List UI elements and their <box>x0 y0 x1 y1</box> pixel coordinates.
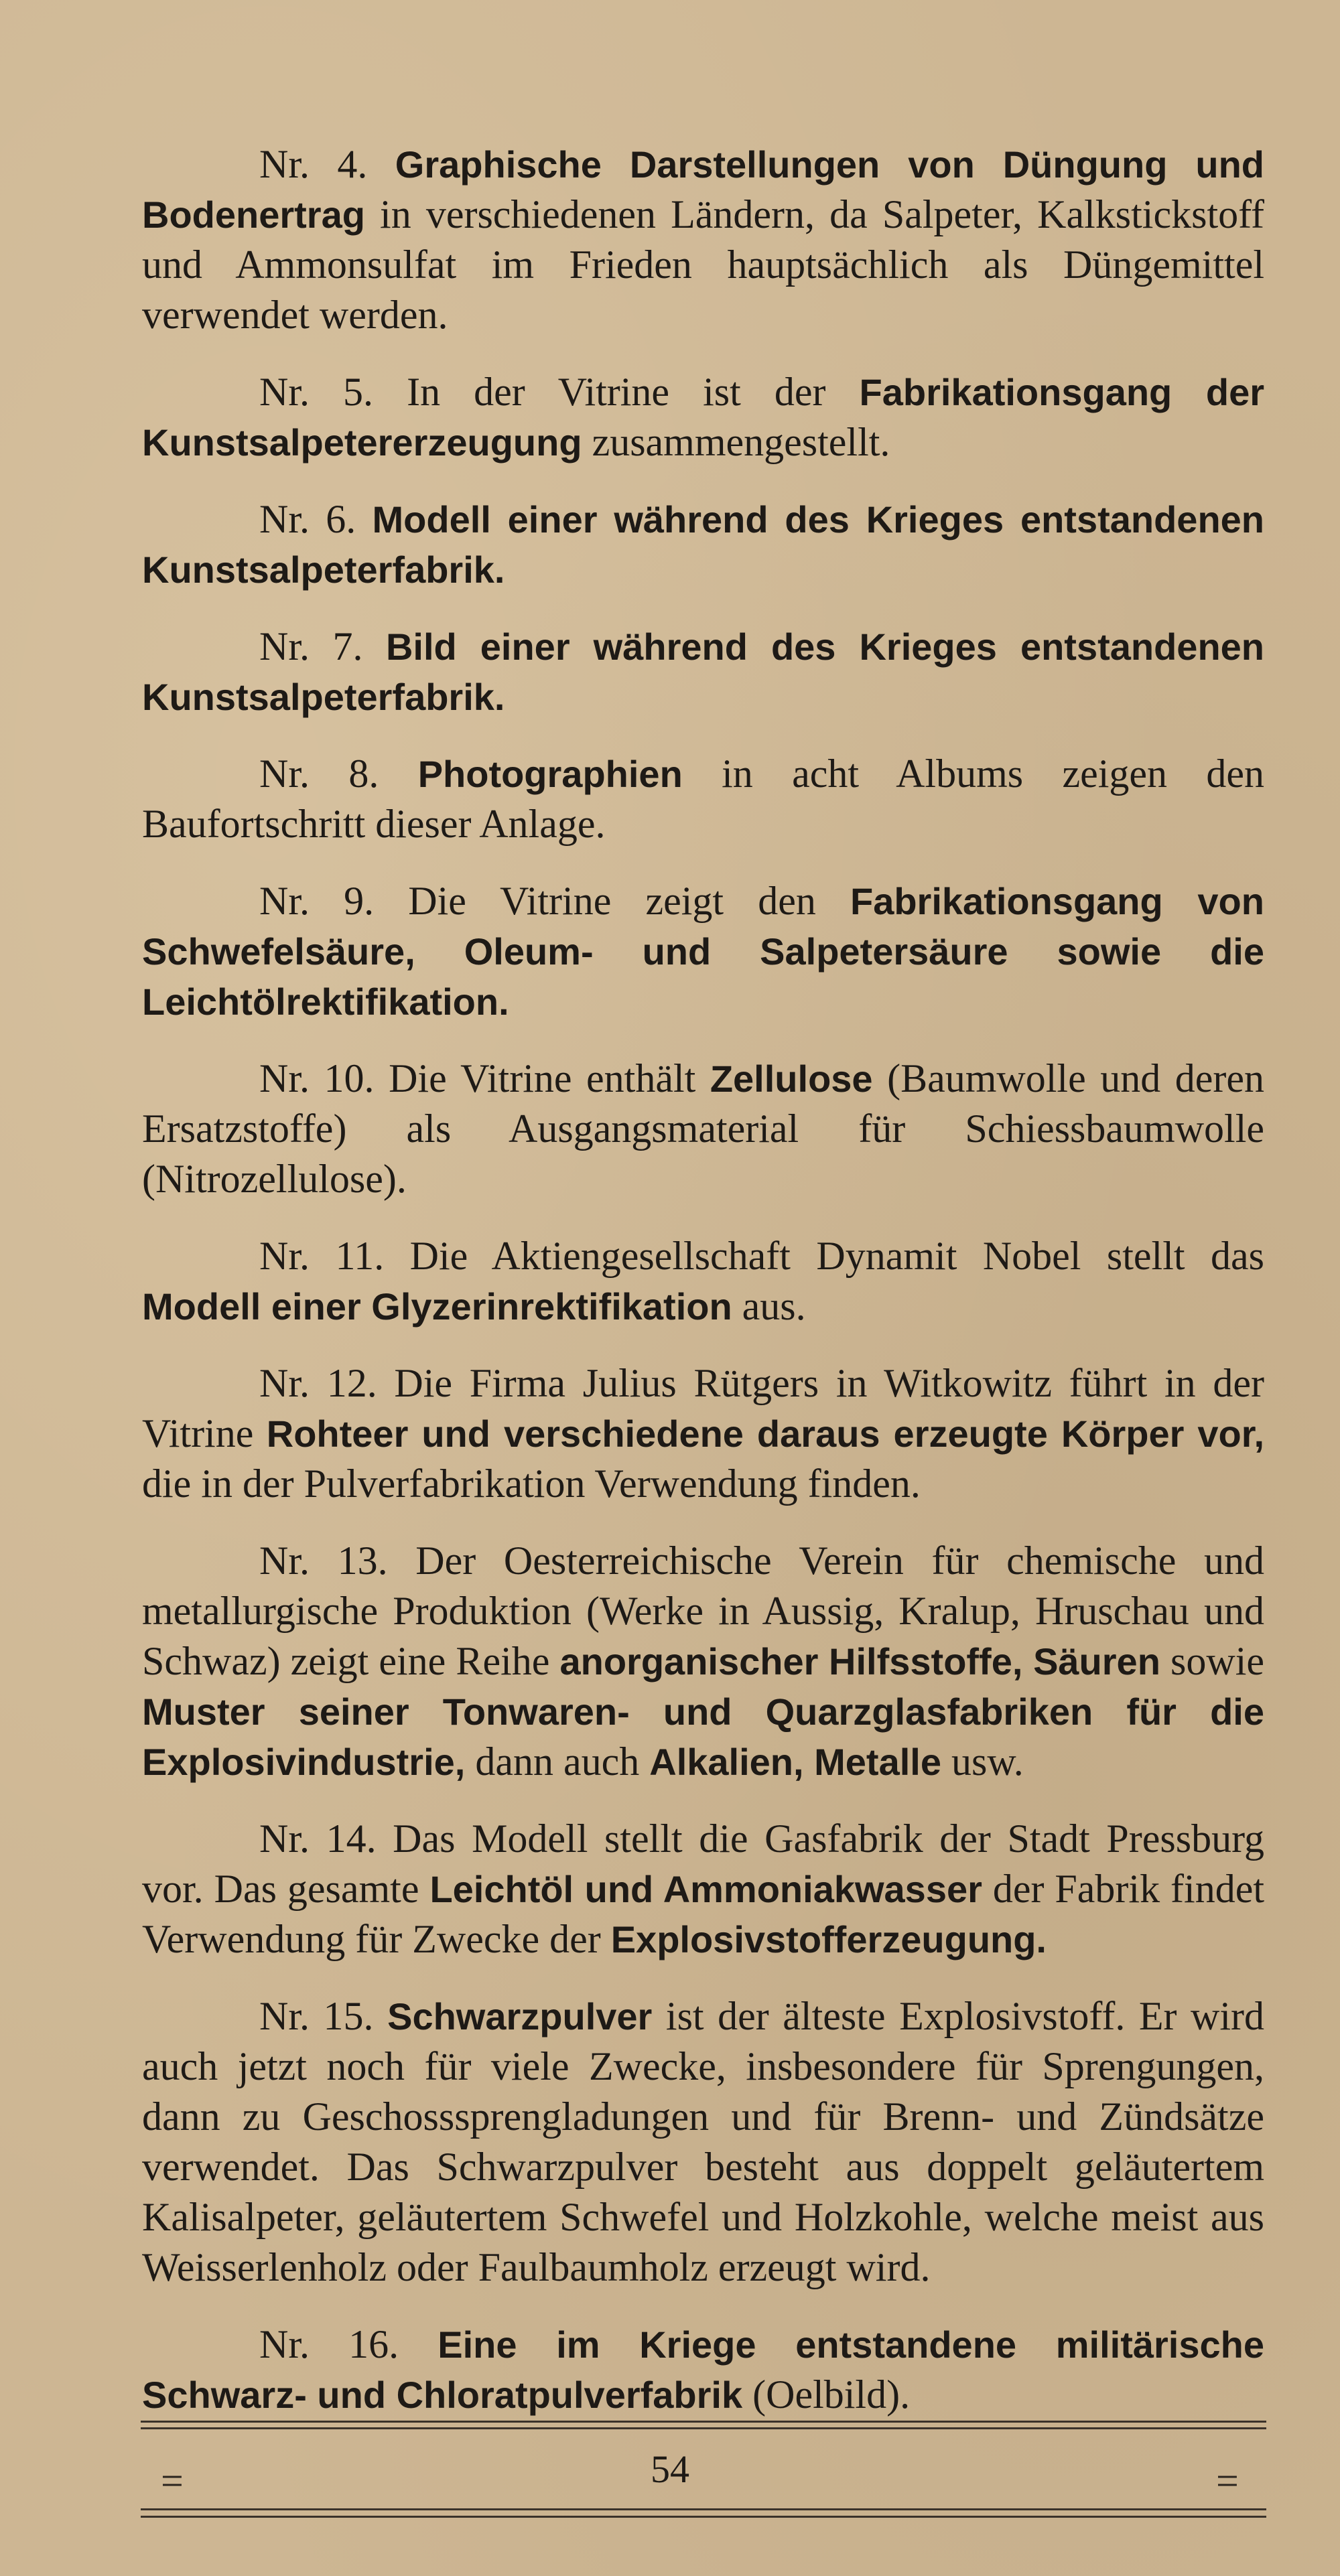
entry-nr-7: Nr. 7. Bild einer während des Krieges entstandenen Kunstsalpeterfabrik. <box>142 624 1265 718</box>
entry-nr-16: Nr. 16. Eine im Kriege entstandene militärische Schwarz- und Chloratpulverfabrik (Oelbild). <box>142 2322 1264 2417</box>
entry-nr-13: Nr. 13. Der Oesterreichische Verein für chemische und metallurgische Produktion (Werke in Aussig, Kralup, Hruschau und Schwaz) zeigt eine Reihe anorganischer Hilfsstoffe, Säuren sowie Muster seiner Tonwaren- und Quarzglasfabriken für die Explosivindustrie, dann auch Alkalien, Metalle usw. <box>142 1539 1265 1784</box>
entry-nr-6: Nr. 6. Modell einer während des Krieges entstandenen Kunstsalpeterfabrik. <box>142 497 1264 591</box>
footer-rule-bottom-inner <box>141 2508 1266 2510</box>
footer-left-mark: = <box>161 2459 184 2503</box>
entry-nr-4: Nr. 4. Graphische Darstellungen von Düngung und Bodenertrag in verschiedenen Ländern, da Salpeter, Kalkstickstoff und Ammonsulfat im Frieden hauptsächlich als Düngemittel verwendet werden. <box>142 142 1264 337</box>
footer-rule-top-outer <box>141 2421 1266 2423</box>
entry-nr-14: Nr. 14. Das Modell stellt die Gasfabrik der Stadt Pressburg vor. Das gesamte Leichtöl und Ammoniakwasser der Fabrik findet Verwendung für Zwecke der Explosivstofferzeugung. <box>142 1816 1264 1961</box>
entry-nr-5: Nr. 5. In der Vitrine ist der Fabrikationsgang der Kunstsalpetererzeugung zusammengestellt. <box>142 370 1264 464</box>
entry-nr-9: Nr. 9. Die Vitrine zeigt den Fabrikationsgang von Schwefelsäure, Oleum- und Salpetersäure sowie die Leichtölrektifikation. <box>142 879 1264 1023</box>
entry-nr-15: Nr. 15. Schwarzpulver ist der älteste Explosivstoff. Er wird auch jetzt noch für viele Zwecke, insbesondere für Sprengungen, dann zu Geschosssprengladungen und für Brenn- und Zündsätze verwendet. Das Schwarzpulver besteht aus doppelt geläutertem Kalisalpeter, geläutertem Schwefel und Holzkohle, welche meist aus Weisserlenholz oder Faulbaumholz erzeugt wird. <box>142 1994 1265 2289</box>
entry-nr-11: Nr. 11. Die Aktiengesellschaft Dynamit Nobel stellt das Modell einer Glyzerinrektifikation aus. <box>142 1234 1264 1328</box>
entry-nr-10: Nr. 10. Die Vitrine enthält Zellulose (Baumwolle und deren Ersatzstoffe) als Ausgangsmaterial für Schiessbaumwolle (Nitrozellulose). <box>142 1056 1264 1201</box>
page-body <box>142 139 1264 2447</box>
footer-right-mark: = <box>1216 2459 1239 2503</box>
footer-rule-top-inner <box>141 2427 1266 2429</box>
page-number: 54 <box>651 2447 689 2491</box>
entry-nr-8: Nr. 8. Photographien in acht Albums zeigen den Baufortschritt dieser Anlage. <box>142 752 1264 846</box>
entry-nr-12: Nr. 12. Die Firma Julius Rütgers in Witkowitz führt in der Vitrine Rohteer und verschiedene daraus erzeugte Körper vor, die in der Pulverfabrikation Verwendung finden. <box>142 1361 1264 1506</box>
footer-rule-bottom-outer <box>141 2516 1266 2518</box>
